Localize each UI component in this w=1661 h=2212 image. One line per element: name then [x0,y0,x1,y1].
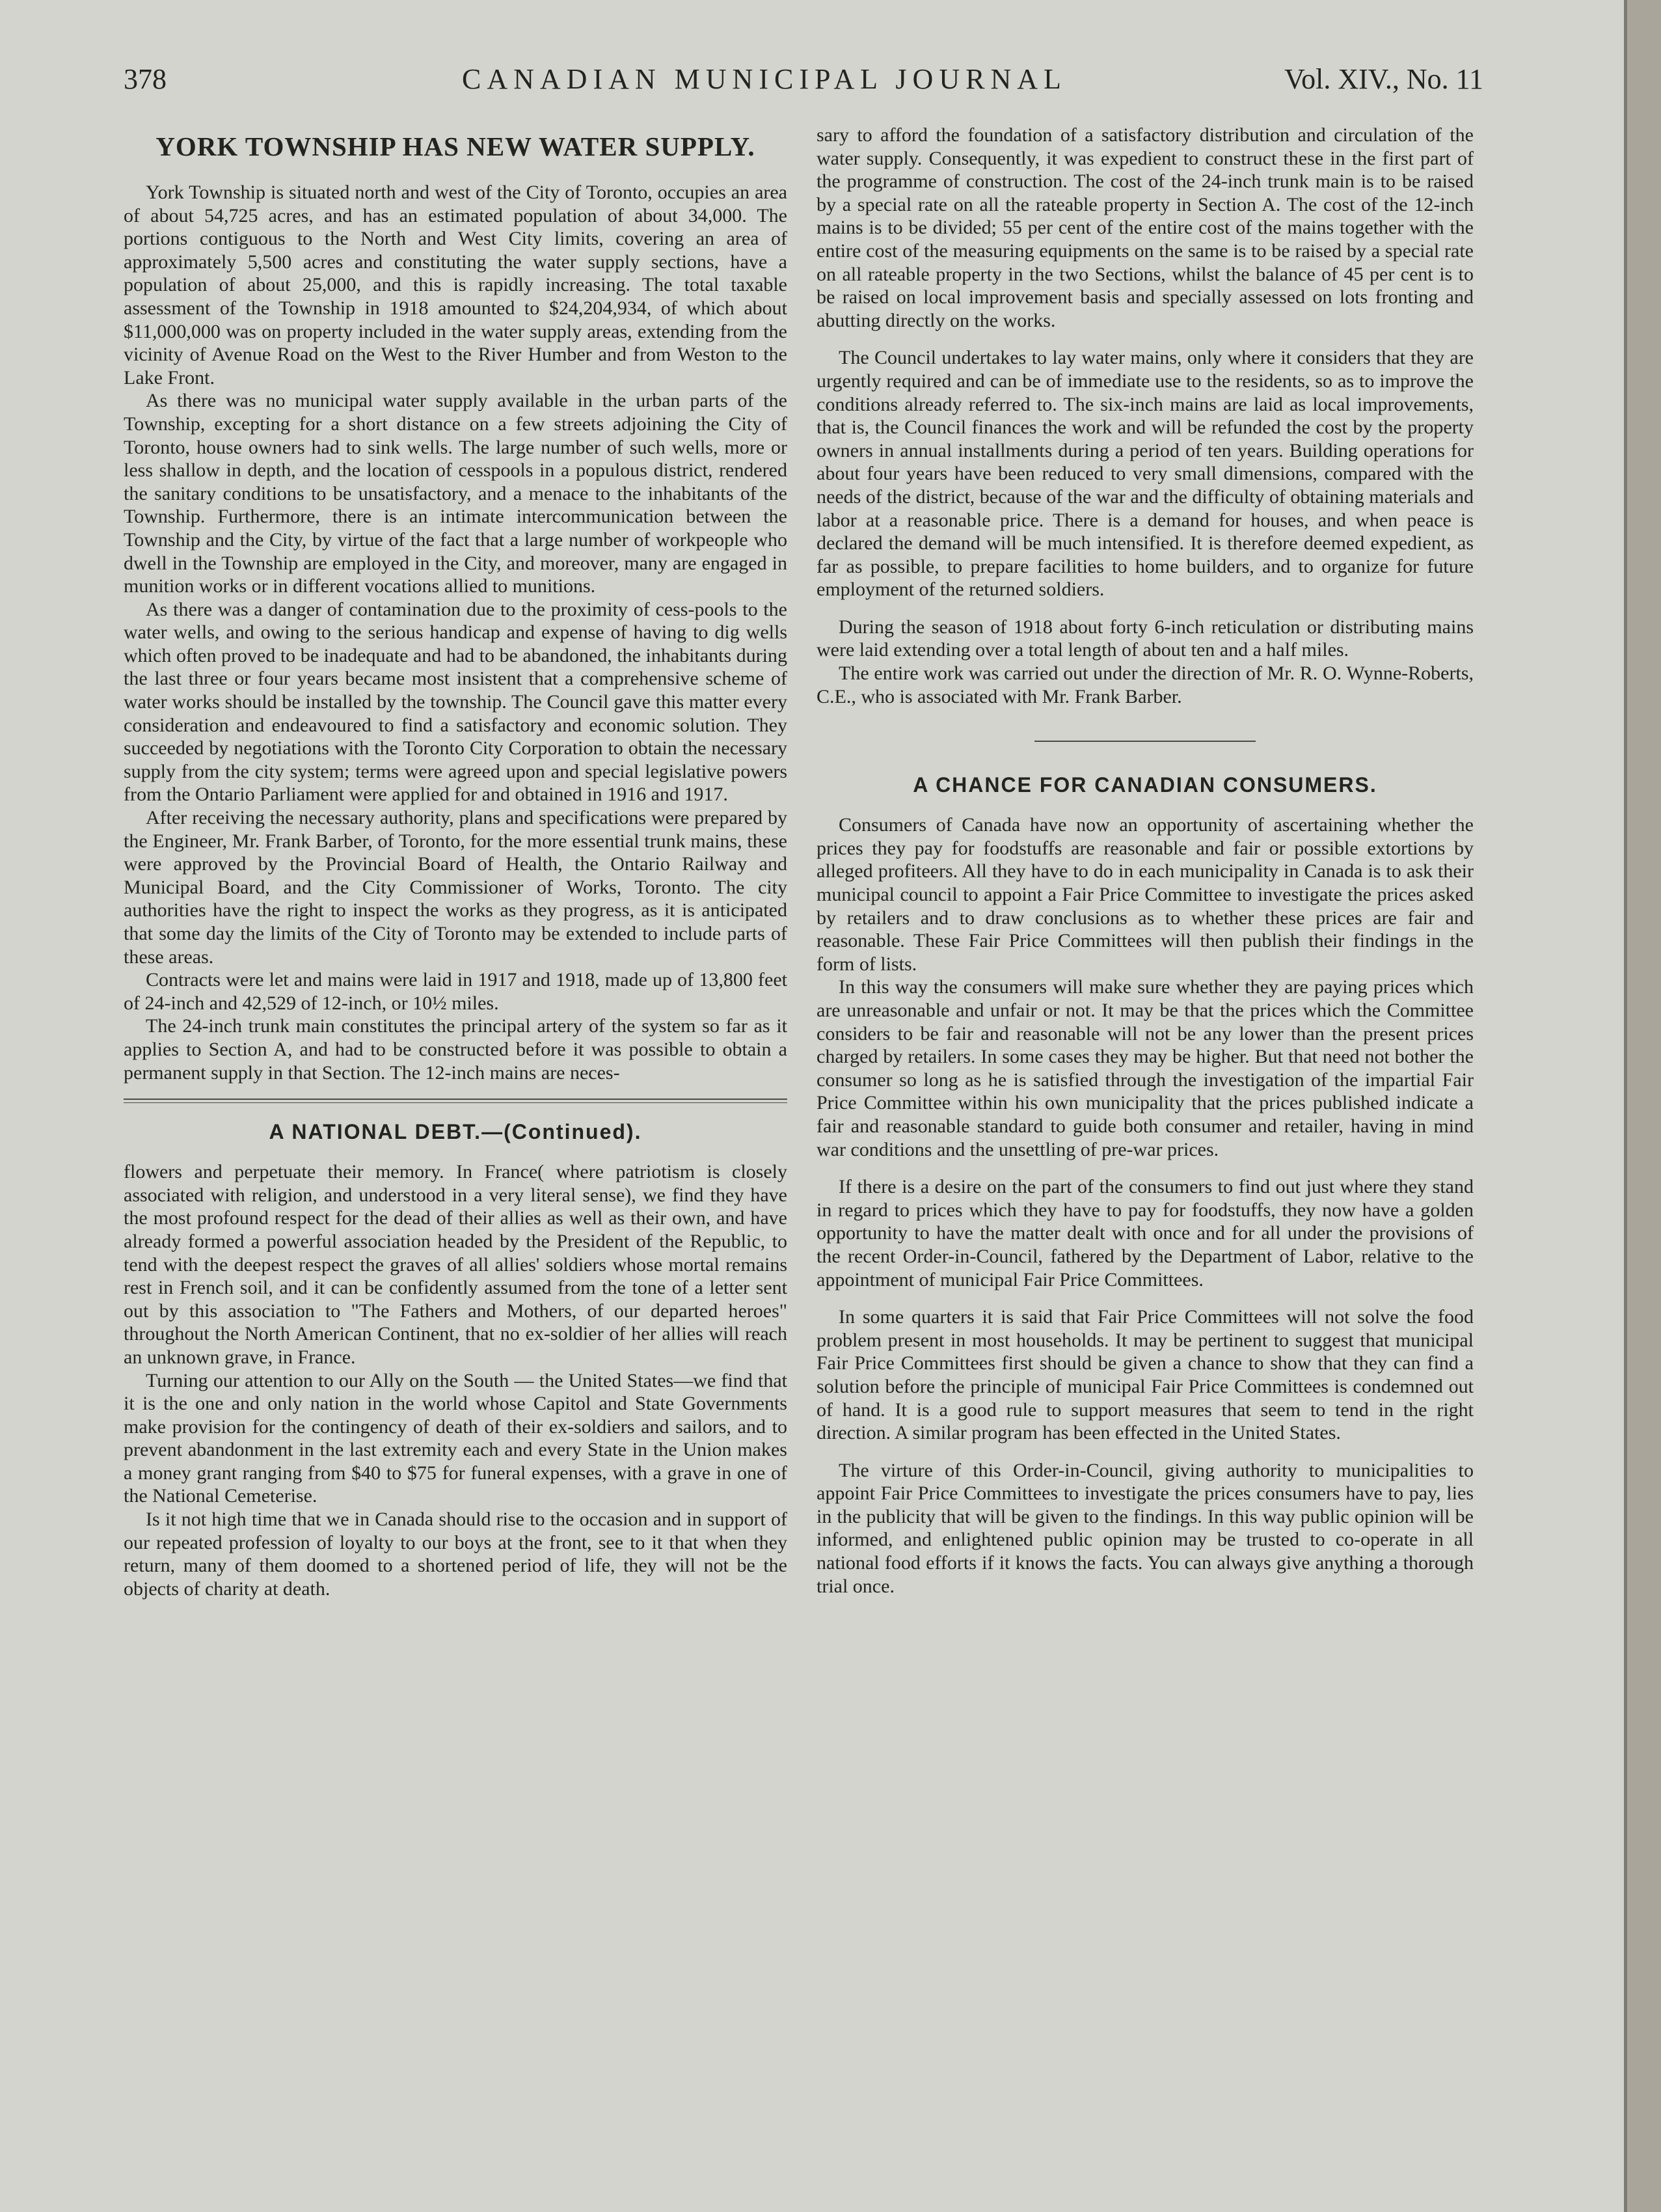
debt-article-title: A NATIONAL DEBT.—(Continued). [269,1120,642,1144]
chance-article-title: A CHANCE FOR CANADIAN CONSUMERS. [913,773,1377,797]
chance-paragraph: If there is a desire on the part of the consumers to find out just where they stand in regard to prices which they have to pay for foodstuffs, they now have a golden opportunity to have the matter dealt with once and for all under the provisions of the recent Order-in-Council, fathered by the Department of Labor, relative to the appointment of municipal Fair Price Committees. [817,1176,1474,1290]
running-head [124,60,1483,99]
york-article-title: YORK TOWNSHIP HAS NEW WATER SUPPLY. [155,131,755,161]
left-column [124,124,787,1600]
page-number: 378 [124,63,167,95]
debt-paragraph: Is it not high time that we in Canada should rise to the occasion and in support of our repeated profession of loyalty to our boys at the front, see to it that when they return, many of them doomed to a shortened period of life, they will not be the objects of charity at death. [124,1509,787,1600]
york-continued-paragraph: The entire work was carried out under the direction of Mr. R. O. Wynne-Roberts, C.E., who is associated with Mr. Frank Barber. [817,662,1474,707]
section-divider [124,1099,787,1103]
chance-paragraph: In this way the consumers will make sure whether they are paying prices which are unreasonable and unfair or not. It may be that the prices which the Committee considers to be fair and reasonable will not be any lower than the present prices charged by retailers. In some cases they may be higher. But that need not bother the consumer so long as he is satisfied through the investigation of the impartial Fair Price Committee within his own municipality that the prices published indicate a fair and reasonable standard to guide both consumer and retailer, having in mind war conditions and the unsettling of pre-war prices. [817,976,1474,1160]
section-divider-short [1034,741,1256,742]
chance-paragraph: Consumers of Canada have now an opportunity of ascertaining whether the prices they pay for foodstuffs are reasonable and fair or possible extortions by alleged profiteers. All they have to do in each municipality in Canada is to ask their municipal council to appoint a Fair Price Committee to investigate the prices asked by retailers and to draw conclusions as to whether these prices are fair and reasonable. These Fair Price Committees will then publish their findings in the form of lists. [817,814,1474,975]
york-paragraph: York Township is situated north and west of the City of Toronto, occupies an area of about 54,725 acres, and has an estimated population of about 34,000. The portions contiguous to the North and West City limits, covering an area of approximately 5,500 acres and constituting the water supply sections, have a population of about 25,000, and this is rapidly increasing. The total taxable assessment of the Township in 1918 amounted to $24,204,934, of which about $11,000,000 was on property included in the water supply areas, extending from the vicinity of Avenue Road on the West to the River Humber and from Weston to the Lake Front. [124,182,787,389]
york-continued-paragraph: sary to afford the foundation of a satisfactory distribution and circulation of the water supply. Consequently, it was expedient to construct these in the first part of the programme of construction. The cost of the 24-inch trunk main is to be raised by a special rate on all the rateable property in Section A. The cost of the 12-inch mains is to be divided; 55 per cent of the entire cost of the mains together with the entire cost of the measuring equipments on the same is to be raised by a special rate on all rateable property in the two Sections, whilst the balance of 45 per cent is to be raised on local improvement basis and specially assessed on lots fronting and abutting directly on the works. [817,124,1474,331]
chance-paragraph: In some quarters it is said that Fair Price Committees will not solve the food problem present in most households. It may be pertinent to suggest that municipal Fair Price Committees first should be given a chance to show that they can find a solution before the principle of municipal Fair Price Committees is condemned out of hand. It is a good rule to support measures that seem to tend in the right direction. A similar program has been effected in the United States. [817,1306,1474,1444]
debt-paragraph: flowers and perpetuate their memory. In France( where patriotism is closely associated with religion, and understood in a very literal sense), we find they have the most profound respect for the dead of their allies as well as their own, and have already formed a powerful association headed by the President of the Republic, to tend with the deepest respect the graves of all allies' soldiers whose mortal remains rest in French soil, and it can be confidently assumed from the tone of a letter sent out by this association to "The Fathers and Mothers, of our departed heroes" throughout the North American Continent, that no ex-soldier of her allies will reach an unknown grave, in France. [124,1161,787,1368]
page-binding-edge [1627,0,1661,2212]
york-continued-paragraph: The Council undertakes to lay water mains, only where it considers that they are urgently required and can be of immediate use to the residents, so as to improve the conditions already referred to. The six-inch mains are laid as local improvements, that is, the Council finances the work and will be refunded the cost by the property owners in annual installments during a period of ten years. Building operations for about four years have been reduced to very small dimensions, compared with the needs of the district, because of the war and the difficulty of obtaining materials and labor at a reasonable price. There is a demand for houses, and when peace is declared the demand will be much intensified. It is therefore deemed expedient, as far as possible, to prepare facilities to home builders, and to organize for future employment of the returned soldiers. [817,347,1474,601]
york-continued-paragraph: During the season of 1918 about forty 6-inch reticulation or distributing mains were laid extending over a total length of about ten and a half miles. [817,616,1474,661]
york-paragraph: Contracts were let and mains were laid in 1917 and 1918, made up of 13,800 feet of 24-inch and 42,529 of 12-inch, or 10½ miles. [124,969,787,1014]
york-paragraph: After receiving the necessary authority, plans and specifications were prepared by the Engineer, Mr. Frank Barber, of Toronto, for the more essential trunk mains, these were approved by the Provincial Board of Health, the Ontario Railway and Municipal Board, and the City Commissioner of Works, Toronto. The city authorities have the right to inspect the works as they progress, as it is anticipated that some day the limits of the City of Toronto may be extended to include parts of these areas. [124,807,787,968]
page-edge-shadow [1624,0,1627,2212]
york-paragraph: As there was no municipal water supply available in the urban parts of the Township, excepting for a short distance on a few streets adjoining the City of Toronto, house owners had to sink wells. The large number of such wells, more or less shallow in depth, and the location of cesspools in a populous district, rendered the sanitary conditions to be unsatisfactory, and a menace to the inhabitants of the Township. Furthermore, there is an intimate intercommunication between the Township and the City, by virtue of the fact that a large number of workpeople who dwell in the Township are employed in the City, and moreover, many are engaged in munition works or in different vocations allied to munitions. [124,390,787,597]
york-paragraph: The 24-inch trunk main constitutes the principal artery of the system so far as it applies to Section A, and had to be constructed before it was possible to obtain a permanent supply in that Section. The 12-inch mains are neces- [124,1015,787,1084]
chance-paragraph: The virture of this Order-in-Council, giving authority to municipalities to appoint Fair Price Committees to investigate the prices consumers have to pay, lies in the publicity that will be given to the findings. In this way public opinion will be informed, and enlightened public opinion may be trusted to co-operate in all national food efforts if it knows the facts. You can always give anything a thorough trial once. [817,1459,1474,1597]
journal-name: CANADIAN MUNICIPAL JOURNAL [462,63,1067,95]
york-paragraph: As there was a danger of contamination due to the proximity of cess-pools to the water wells, and owing to the serious handicap and expense of having to dig wells which often proved to be inadequate and had to be abandoned, the inhabitants during the last three or four years became most insistent that a comprehensive scheme of water works should be installed by the township. The Council gave this matter every consideration and endeavoured to find a satisfactory and economic solution. They succeeded by negotiations with the Toronto City Corporation to obtain the necessary supply from the city system; terms were agreed upon and special legislative powers from the Ontario Parliament were applied for and obtained in 1916 and 1917. [124,598,787,806]
right-column [817,124,1474,1598]
volume-issue: Vol. XIV., No. 11 [1284,63,1483,95]
debt-paragraph: Turning our attention to our Ally on the South — the United States—we find that it is the one and only nation in the world whose Capitol and State Governments make provision for the contingency of death of their ex-soldiers and sailors, and to prevent abandonment in the last extremity each and every State in the Union makes a money grant ranging from $40 to $75 for funeral expenses, with a grave in one of the National Cemeterise. [124,1369,787,1507]
